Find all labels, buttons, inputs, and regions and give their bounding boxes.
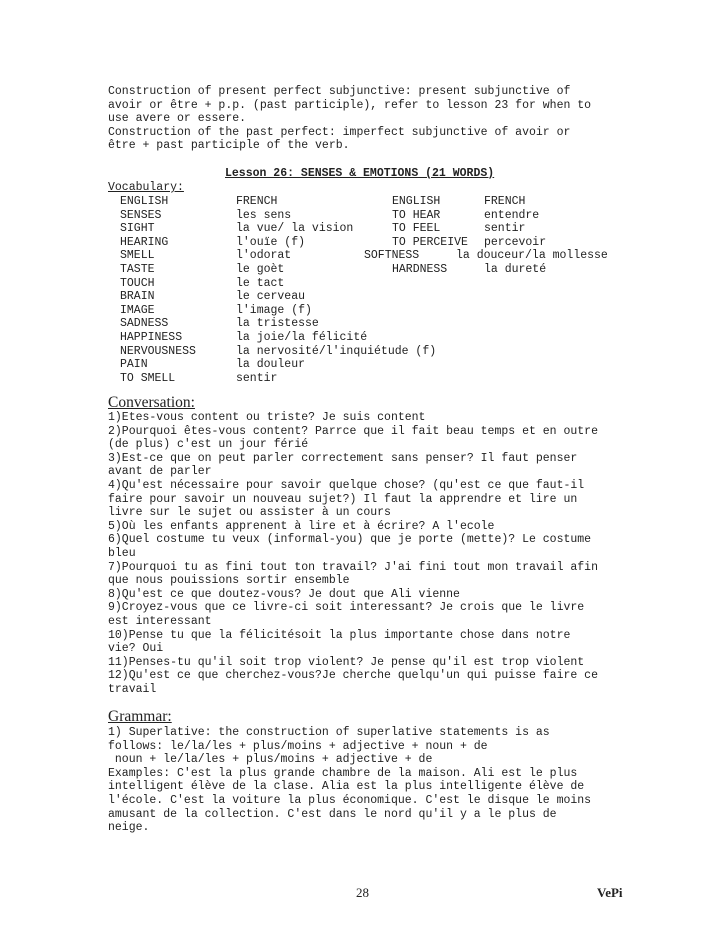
lesson-title: Lesson 26: SENSES & EMOTIONS (21 WORDS)	[225, 167, 495, 180]
english-term-2: TO PERCEIVE	[392, 235, 468, 249]
vocab-row	[108, 236, 628, 250]
vocab-row	[108, 372, 628, 386]
vocab-row	[108, 222, 628, 236]
conversation-heading: Conversation:	[108, 394, 195, 411]
conversation-line: livre sur le sujet ou assister à un cours	[108, 506, 391, 520]
english-term: IMAGE	[120, 303, 155, 317]
french-term: la nervosité/l'inquiétude (f)	[236, 344, 437, 358]
english-term: NERVOUSNESS	[120, 344, 196, 358]
conversation-line: 1)Etes-vous content ou triste? Je suis content	[108, 411, 426, 424]
intro-line: avoir or être + p.p. (past participle), refer to lesson 23 for when to	[108, 98, 592, 112]
english-term: SIGHT	[120, 222, 155, 236]
english-term: HAPPINESS	[120, 330, 183, 344]
vocabulary-table	[108, 195, 628, 385]
french-term: la joie/la félicité	[236, 330, 368, 344]
conversation-line: que nous pouissions sortir ensemble	[108, 574, 350, 588]
grammar-line: follows: le/la/les + plus/moins + adjective + noun + de	[108, 739, 488, 753]
intro-line: être + past participle of the verb.	[108, 139, 350, 153]
grammar-line: l'école. C'est la voiture la plus économique. C'est le disque le moins	[108, 793, 592, 807]
grammar-section	[108, 726, 628, 835]
vocab-row	[108, 345, 628, 359]
english-term: TASTE	[120, 262, 155, 276]
conversation-line: 6)Quel costume tu veux (informal-you) que je porte (mette)? Le costume	[108, 533, 592, 547]
vocab-header-english-2: ENGLISH	[392, 195, 441, 208]
footer-signature: VePi	[597, 885, 623, 900]
french-term: le cerveau	[236, 290, 306, 304]
vocabulary-label: Vocabulary:	[108, 181, 184, 194]
conversation-section	[108, 411, 628, 696]
english-term-2: SOFTNESS	[364, 249, 420, 263]
english-term: BRAIN	[120, 290, 155, 304]
french-term: le tact	[236, 276, 285, 290]
english-term: PAIN	[120, 358, 148, 372]
vocab-row	[108, 277, 628, 291]
french-term-2: sentir	[484, 222, 526, 236]
grammar-line: intelligent élève de la clase. Alia est la plus intelligente élève de	[108, 780, 585, 794]
english-term: TOUCH	[120, 276, 155, 290]
vocab-row	[108, 317, 628, 331]
intro-line: use avere or essere.	[108, 112, 247, 126]
french-term: l'ouïe (f)	[236, 235, 306, 249]
conversation-line: travail	[108, 682, 157, 696]
english-term-2: TO FEEL	[392, 222, 441, 236]
french-term: les sens	[236, 208, 292, 222]
conversation-line: 2)Pourquoi êtes-vous content? Parrce que il fait beau temps et en outre	[108, 424, 598, 438]
page-number: 28	[356, 885, 369, 900]
french-term: sentir	[236, 371, 278, 385]
french-term: le goèt	[236, 262, 285, 276]
french-term-2: la douceur/la mollesse	[456, 249, 608, 263]
conversation-line: 9)Croyez-vous que ce livre-ci soit interessant? Je crois que le livre	[108, 601, 585, 615]
grammar-line: amusant de la collection. C'est dans le nord qu'il y a le plus de	[108, 807, 557, 821]
vocab-row	[108, 358, 628, 372]
conversation-line: 5)Où les enfants apprenent à lire et à écrire? A l'ecole	[108, 519, 495, 533]
french-term: la vue/ la vision	[236, 222, 354, 236]
french-term-2: la dureté	[484, 262, 547, 276]
conversation-line: vie? Oui	[108, 642, 164, 656]
french-term-2: entendre	[484, 208, 540, 222]
grammar-line: 1) Superlative: the construction of superlative statements is as	[108, 726, 550, 739]
english-term: HEARING	[120, 235, 169, 249]
vocab-row	[108, 331, 628, 345]
intro-paragraph	[108, 85, 628, 153]
intro-line: Construction of present perfect subjunctive: present subjunctive of	[108, 85, 571, 98]
conversation-line: 11)Penses-tu qu'il soit trop violent? Je pense qu'il est trop violent	[108, 655, 585, 669]
vocab-header-french: FRENCH	[236, 195, 278, 208]
conversation-line: 10)Pense tu que la félicitésoit la plus importante chose dans notre	[108, 628, 571, 642]
conversation-line: 3)Est-ce que on peut parler correctement sans penser? Il faut penser	[108, 451, 578, 465]
vocab-row	[108, 249, 628, 263]
vocab-header-french-2: FRENCH	[484, 195, 526, 208]
intro-line: Construction of the past perfect: imperfect subjunctive of avoir or	[108, 125, 571, 139]
vocab-row	[108, 263, 628, 277]
french-term: l'image (f)	[236, 303, 312, 317]
vocab-header-row	[108, 195, 628, 209]
english-term: TO SMELL	[120, 371, 176, 385]
conversation-line: 4)Qu'est nécessaire pour savoir quelque chose? (qu'est ce que faut-il	[108, 478, 585, 492]
vocab-header-english: ENGLISH	[120, 195, 169, 208]
vocab-row	[108, 290, 628, 304]
conversation-line: 8)Qu'est ce que doutez-vous? Je dout que Ali vienne	[108, 587, 460, 601]
conversation-line: 7)Pourquoi tu as fini tout ton travail? J'ai fini tout mon travail afin	[108, 560, 598, 574]
conversation-line: (de plus) c'est un jour férié	[108, 438, 309, 452]
conversation-line: faire pour savoir un nouveau sujet?) Il faut la apprendre et lire un	[108, 492, 578, 506]
french-term: l'odorat	[236, 249, 292, 263]
grammar-heading: Grammar:	[108, 708, 172, 725]
conversation-line: avant de parler	[108, 465, 212, 479]
vocab-row	[108, 304, 628, 318]
english-term: SENSES	[120, 208, 162, 222]
conversation-line: bleu	[108, 546, 136, 560]
grammar-line: Examples: C'est la plus grande chambre de la maison. Ali est le plus	[108, 766, 578, 780]
english-term: SMELL	[120, 249, 155, 263]
english-term: SADNESS	[120, 317, 169, 331]
french-term: la douleur	[236, 358, 306, 372]
conversation-line: 12)Qu'est ce que cherchez-vous?Je cherche quelqu'un qui puisse faire ce	[108, 669, 598, 683]
french-term-2: percevoir	[484, 235, 547, 249]
english-term-2: HARDNESS	[392, 262, 448, 276]
french-term: la tristesse	[236, 317, 319, 331]
grammar-line: neige.	[108, 821, 150, 835]
grammar-line: noun + le/la/les + plus/moins + adjective + de	[108, 753, 433, 767]
vocab-row	[108, 209, 628, 223]
conversation-line: est interessant	[108, 614, 212, 628]
english-term-2: TO HEAR	[392, 208, 441, 222]
